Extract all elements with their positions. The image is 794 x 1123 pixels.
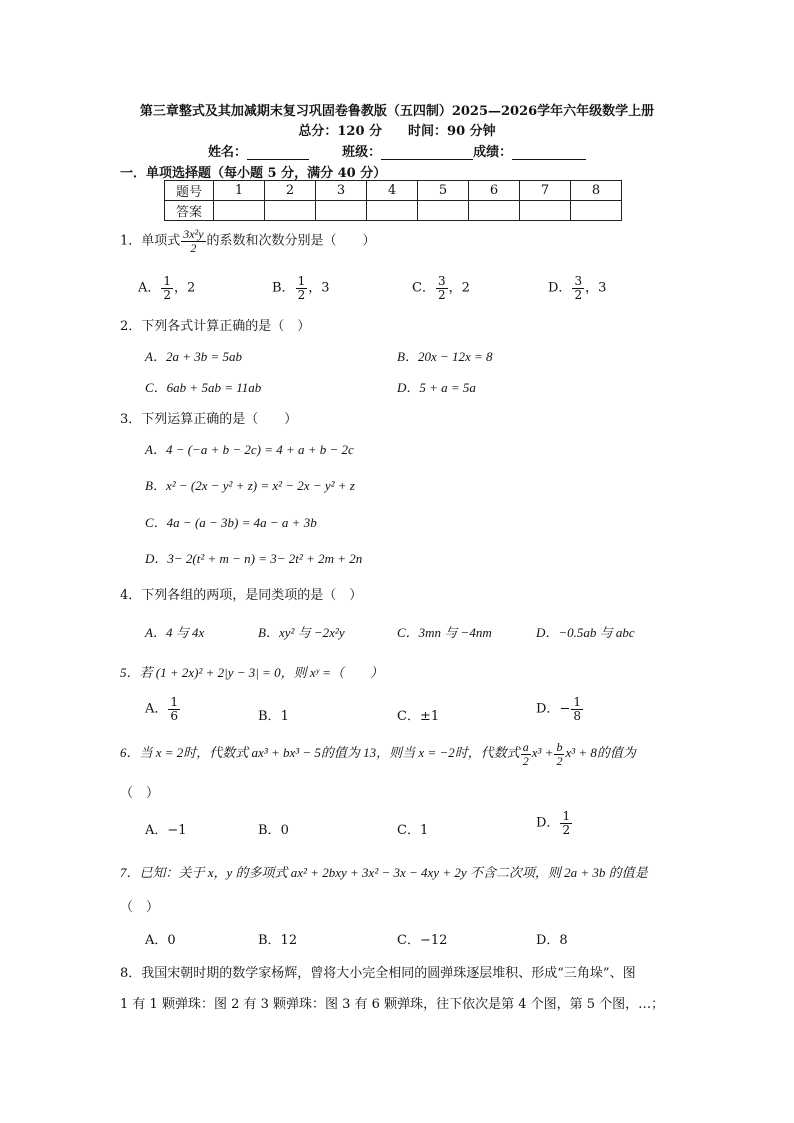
q3-option-c[interactable]: C．4a − (a − 3b) = 4a − a + 3b [145, 515, 317, 530]
name-label: 姓名： [208, 145, 248, 160]
q3-option-b[interactable]: B．x² − (2x − y² + z) = x² − 2x − y² + z [145, 478, 355, 493]
question-6: 6．当 x = 2时，代数式 ax³ + bx³ − 5的值为 13，则当 x = −2时，代数式 $\frac{a}{2}$ x³ + $\frac{b}{2}$ x³ + 8的值为 [120, 740, 636, 768]
fraction-denominator: 2 [190, 240, 197, 255]
student-info-row [208, 141, 586, 160]
q2-option-a[interactable]: A．2a + 3b = 5ab [145, 349, 242, 364]
q5-option-d[interactable]: D．− $\frac{1}{8}$ [536, 695, 581, 723]
table-label-number: 题号 [165, 181, 214, 201]
answer-cell[interactable] [265, 201, 316, 221]
q1-option-a[interactable]: A． $\frac{1}{2}$ ，2 [138, 274, 196, 302]
table-number-cell: 8 [571, 181, 622, 201]
q1-option-d[interactable]: D． $\frac{3}{2}$ ，3 [548, 274, 607, 302]
q1-option-c[interactable]: C． $\frac{3}{2}$ ，2 [412, 274, 470, 302]
table-number-cell: 3 [316, 181, 367, 201]
table-number-cell: 6 [469, 181, 520, 201]
q4-option-c[interactable]: C．3mn 与 −4nm [397, 625, 492, 640]
q7-option-d[interactable]: D．8 [536, 933, 568, 948]
answer-table [164, 180, 622, 221]
q3-option-d[interactable]: D．3− 2(t² + m − n) = 3− 2t² + 2m + 2n [145, 551, 363, 566]
q6-option-d[interactable]: D． $\frac{1}{2}$ [536, 809, 571, 837]
q5-option-c[interactable]: C．±1 [397, 709, 440, 724]
question-3: 3．下列运算正确的是（ ） [120, 412, 298, 427]
section1-title: 一．单项选择题（每小题 5 分，满分 40 分） [120, 166, 387, 181]
question-1-suffix: 的系数和次数分别是（ ） [206, 233, 376, 249]
table-number-cell: 1 [214, 181, 265, 201]
class-label: 班级： [342, 145, 382, 160]
table-number-cell: 4 [367, 181, 418, 201]
q4-option-d[interactable]: D．−0.5ab 与 abc [536, 625, 635, 640]
q6-option-a[interactable]: A．−1 [145, 823, 187, 838]
answer-cell[interactable] [367, 201, 418, 221]
fraction-numerator: 3x²y [183, 227, 204, 241]
answer-cell[interactable] [571, 201, 622, 221]
question-1 [120, 228, 376, 254]
q6-option-b[interactable]: B．0 [258, 823, 289, 838]
table-number-cell: 7 [520, 181, 571, 201]
q2-option-b[interactable]: B．20x − 12x = 8 [397, 349, 493, 364]
question-6-paren: （ ） [120, 786, 160, 801]
q3-option-a[interactable]: A．4 − (−a + b − 2c) = 4 + a + b − 2c [145, 442, 354, 457]
answer-cell[interactable] [469, 201, 520, 221]
answer-cell[interactable] [418, 201, 469, 221]
table-number-cell: 2 [265, 181, 316, 201]
q5-option-b[interactable]: B．1 [258, 709, 289, 724]
answer-cell[interactable] [214, 201, 265, 221]
answer-table-header-row [165, 181, 622, 201]
question-4: 4．下列各组的两项，是同类项的是（ ） [120, 588, 363, 603]
q5-option-a[interactable]: A． $\frac{1}{6}$ [145, 695, 179, 723]
answer-cell[interactable] [316, 201, 367, 221]
q7-option-a[interactable]: A．0 [145, 933, 176, 948]
q4-option-a[interactable]: A．4 与 4x [145, 625, 205, 640]
score-label: 成绩： [473, 145, 513, 160]
question-7-paren: （ ） [120, 900, 160, 915]
question-2: 2．下列各式计算正确的是（ ） [120, 319, 311, 334]
q7-option-c[interactable]: C．−12 [397, 933, 448, 948]
q6-option-c[interactable]: C．1 [397, 823, 429, 838]
class-blank[interactable] [381, 147, 473, 160]
score-blank[interactable] [512, 147, 586, 160]
q2-option-d[interactable]: D．5 + a = 5a [397, 380, 476, 395]
question-7: 7．已知：关于 x，y 的多项式 ax² + 2bxy + 3x² − 3x − 4xy + 2y 不含二次项，则 2a + 3b 的值是 [120, 865, 648, 880]
question-5: 5．若 (1 + 2x)² + 2|y − 3| = 0，则 xʸ =（ ） [120, 665, 383, 680]
q7-option-b[interactable]: B．12 [258, 933, 298, 948]
question-8-line2: 1 有 1 颗弹珠：图 2 有 3 颗弹珠：图 3 有 6 颗弹珠，往下依次是第 4 个图，第 5 个图，…； [120, 997, 665, 1012]
question-1-prefix: 1．单项式 [120, 233, 181, 249]
q1-option-b[interactable]: B． $\frac{1}{2}$ ，3 [272, 274, 330, 302]
exam-title: 第三章整式及其加减期末复习巩固卷鲁教版（五四制）2025—2026学年六年级数学上册 [139, 104, 655, 119]
table-label-answer: 答案 [165, 201, 214, 221]
q2-option-c[interactable]: C．6ab + 5ab = 11ab [145, 380, 262, 395]
question-8-line1: 8．我国宋朝时期的数学家杨辉，曾将大小完全相同的圆弹珠逐层堆积、形成“三角垛”、图 [120, 966, 636, 981]
answer-table-answer-row [165, 201, 622, 221]
answer-cell[interactable] [520, 201, 571, 221]
q4-option-b[interactable]: B．xy² 与 −2x²y [258, 625, 345, 640]
name-blank[interactable] [247, 147, 309, 160]
exam-meta: 总分：120 分 时间：90 分钟 [298, 124, 496, 139]
question-1-fraction [181, 228, 205, 254]
table-number-cell: 5 [418, 181, 469, 201]
